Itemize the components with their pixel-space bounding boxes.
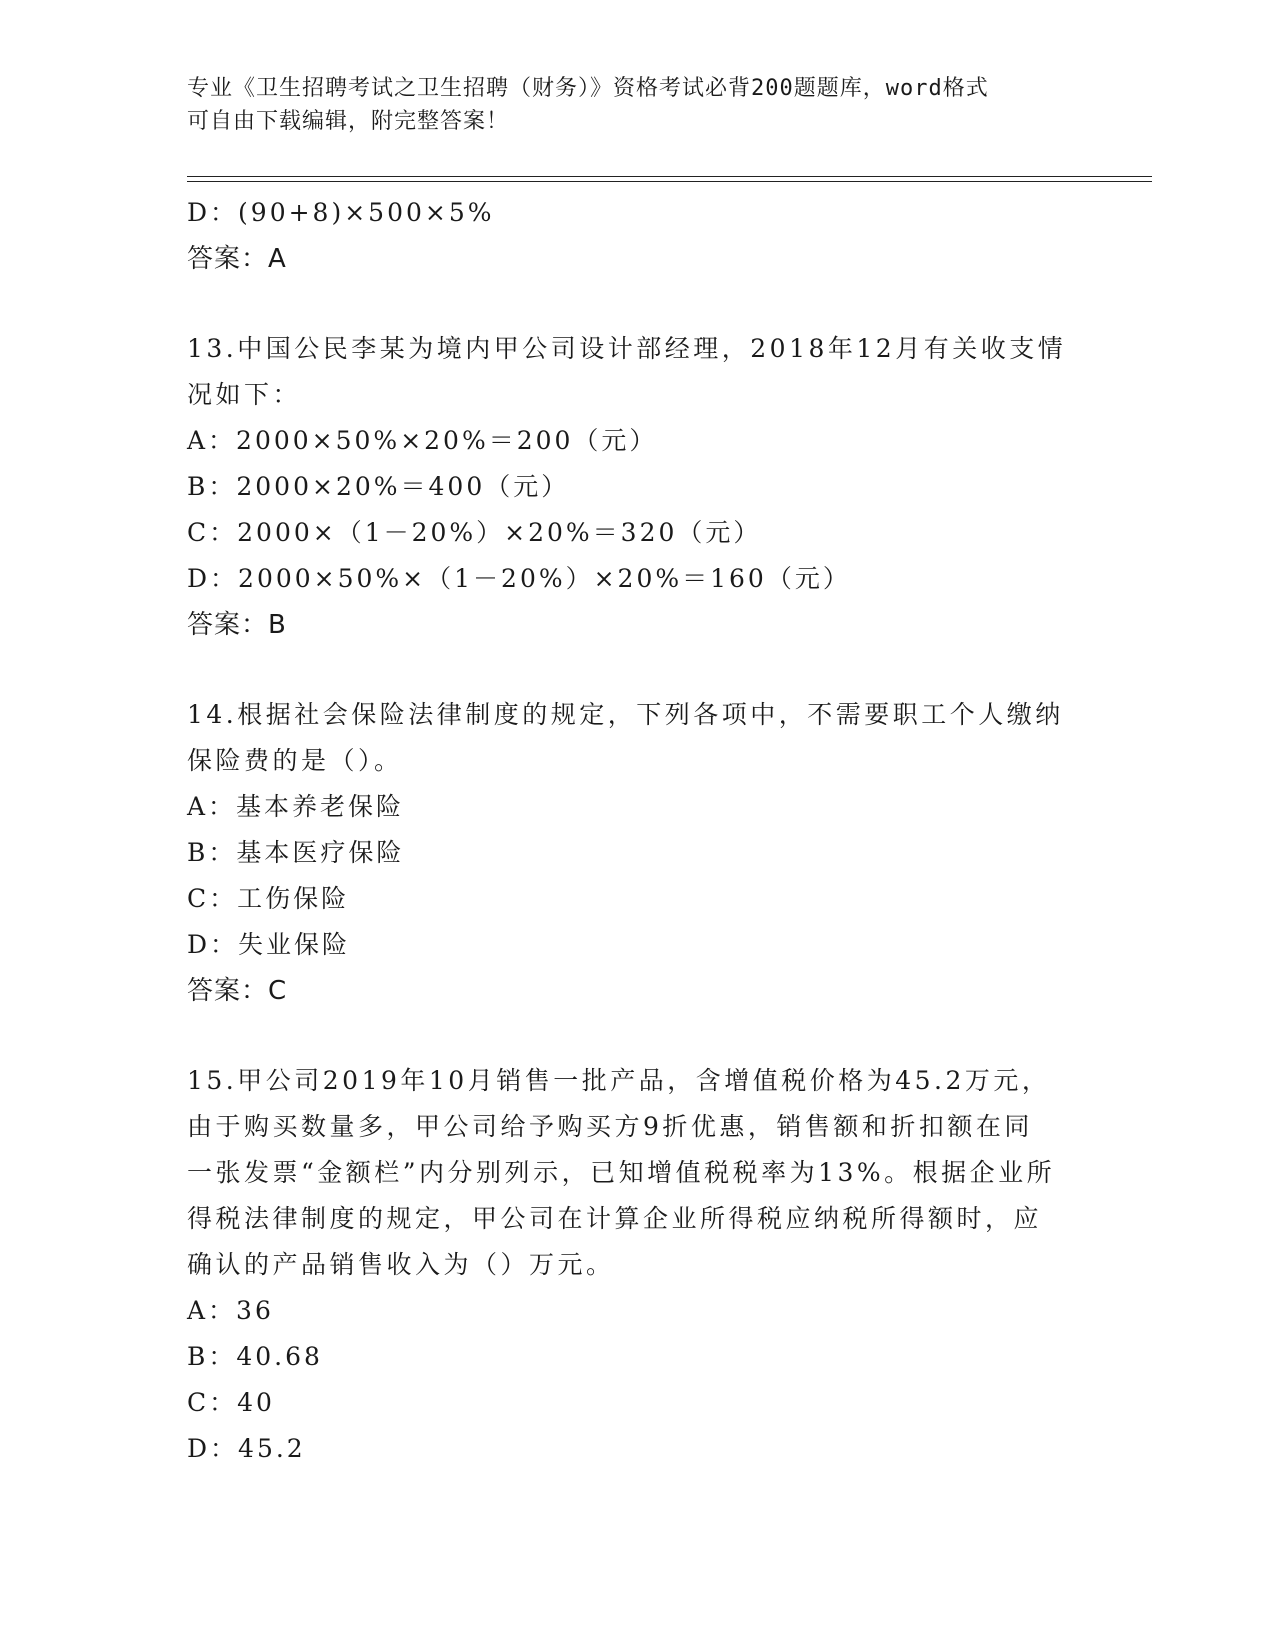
question-13-option-c: C：2000×（1－20%）×20%＝320（元）	[187, 518, 762, 547]
question-15-stem-line-4: 得税法律制度的规定，甲公司在计算企业所得税应纳税所得额时，应	[187, 1204, 1043, 1233]
question-13-answer: 答案：B	[187, 610, 287, 640]
header-divider-top	[187, 176, 1152, 177]
question-spacer	[187, 648, 1087, 692]
question-14-stem-line-2: 保险费的是（）。	[187, 746, 403, 775]
question-spacer	[187, 1014, 1087, 1058]
question-13-option-a: A：2000×50%×20%＝200（元）	[187, 426, 658, 455]
question-14-option-a: A：基本养老保险	[187, 792, 405, 821]
question-13-option-b: B：2000×20%＝400（元）	[187, 472, 570, 501]
question-12-option-d: D：(90+8)×500×5%	[187, 198, 495, 227]
question-spacer	[187, 282, 1087, 326]
header-divider-bottom	[187, 181, 1152, 182]
question-15-stem-line-2: 由于购买数量多，甲公司给予购买方9折优惠，销售额和折扣额在同	[187, 1112, 1033, 1141]
header-title-line-2: 可自由下载编辑，附完整答案！	[187, 109, 510, 134]
question-12-answer: 答案：A	[187, 244, 287, 274]
question-14-block	[187, 692, 1087, 1014]
question-14-answer: 答案：C	[187, 976, 288, 1006]
question-13-stem-line-2: 况如下：	[187, 380, 302, 409]
question-13-option-d: D：2000×50%×（1－20%）×20%＝160（元）	[187, 564, 851, 593]
question-15-option-b: B：40.68	[187, 1342, 323, 1371]
question-13-stem-line-1: 13.中国公民李某为境内甲公司设计部经理，2018年12月有关收支情	[187, 334, 1067, 363]
question-15-stem-line-5: 确认的产品销售收入为（）万元。	[187, 1250, 615, 1279]
question-15-option-c: C：40	[187, 1388, 275, 1417]
question-13-block	[187, 326, 1087, 648]
question-15-stem-line-3: 一张发票“金额栏”内分别列示，已知增值税税率为13%。根据企业所	[187, 1158, 1056, 1187]
question-15-option-a: A：36	[187, 1296, 274, 1325]
document-body	[187, 190, 1087, 1472]
question-14-option-b: B：基本医疗保险	[187, 838, 405, 867]
question-14-option-c: C：工伤保险	[187, 884, 350, 913]
document-header	[187, 72, 1067, 138]
question-15-stem-line-1: 15.甲公司2019年10月销售一批产品，含增值税价格为45.2万元，	[187, 1066, 1051, 1095]
question-14-stem-line-1: 14.根据社会保险法律制度的规定，下列各项中，不需要职工个人缴纳	[187, 700, 1064, 729]
question-14-option-d: D：失业保险	[187, 930, 351, 959]
question-15-option-d: D：45.2	[187, 1434, 306, 1463]
question-12-block	[187, 190, 1087, 282]
header-title-line-1: 专业《卫生招聘考试之卫生招聘（财务）》资格考试必背200题题库，word格式	[187, 76, 989, 101]
question-15-block	[187, 1058, 1087, 1472]
